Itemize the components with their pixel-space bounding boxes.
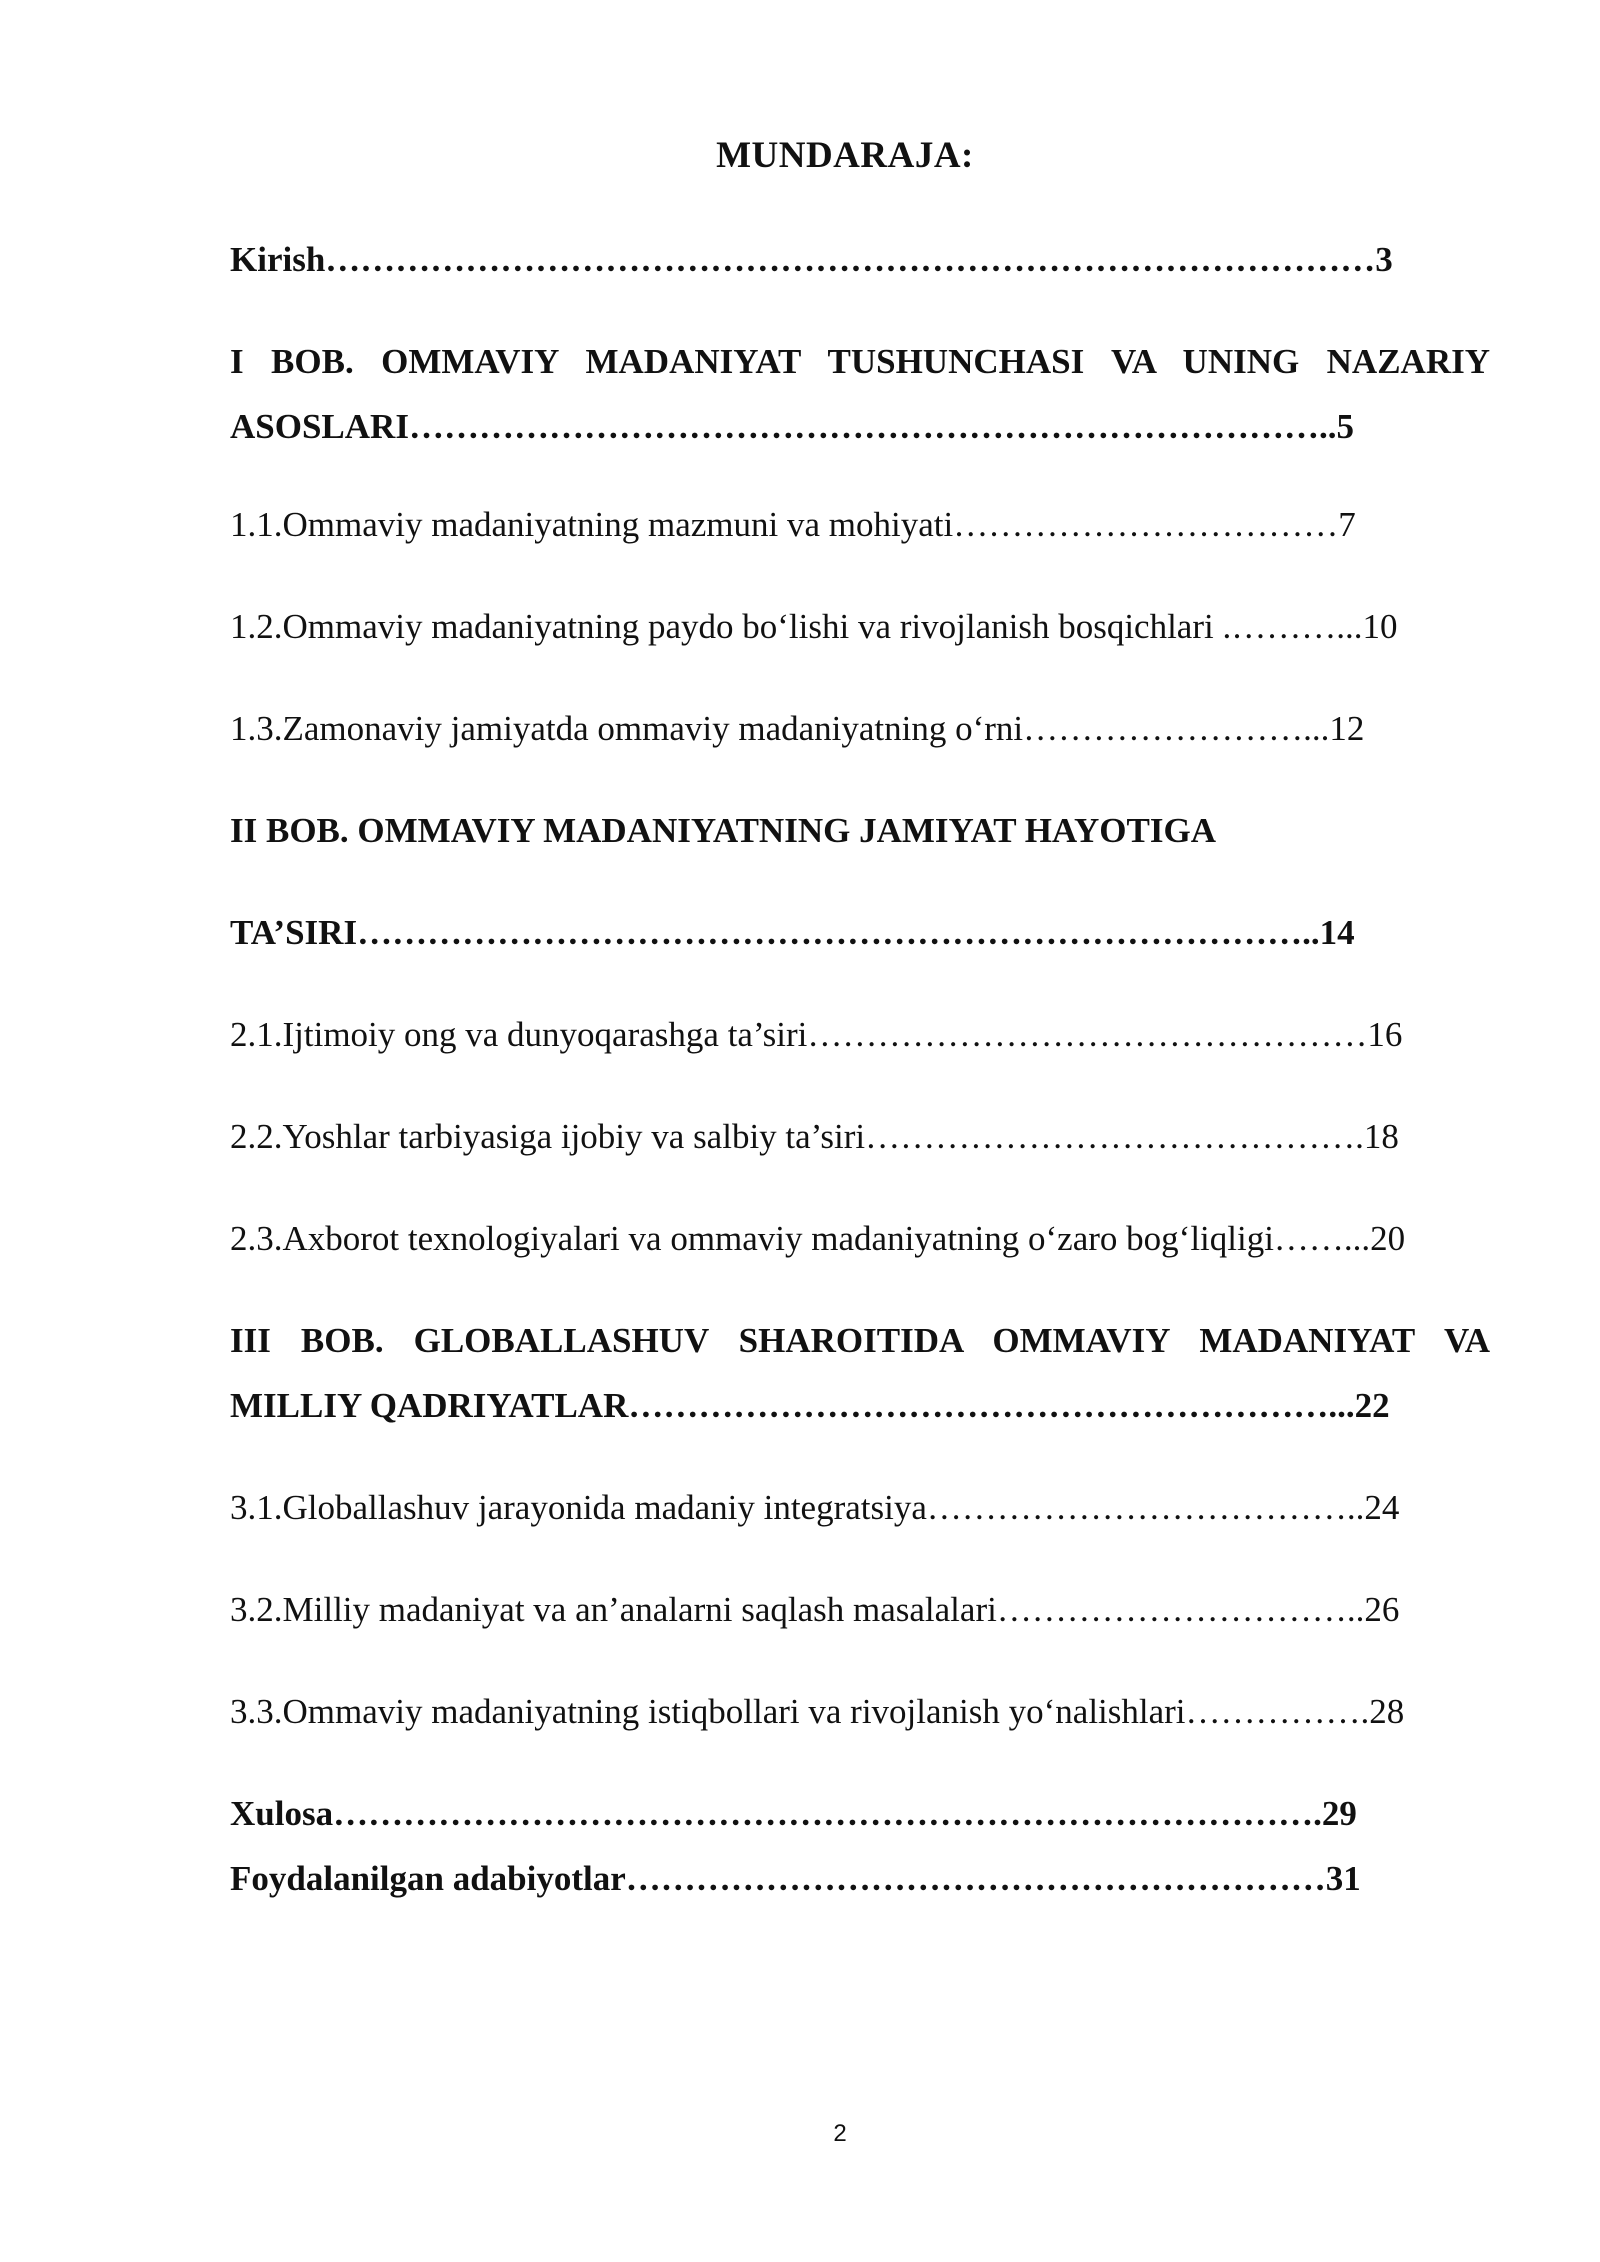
toc-entry-kirish: Kirish………………………………………………………………………………3	[230, 240, 1393, 279]
toc-entry-1-3: 1.3.Zamonaviy jamiyatda ommaviy madaniyatning o‘rni……………………...12	[230, 709, 1365, 748]
toc-entry-xulosa: Xulosa………………………………………………………………………….29	[230, 1794, 1357, 1833]
toc-entry-3-3: 3.3.Ommaviy madaniyatning istiqbollari va rivojlanish yo‘nalishlari…………….28	[230, 1692, 1405, 1731]
toc-entry-2-3: 2.3.Axborot texnologiyalari va ommaviy madaniyatning o‘zaro bog‘liqligi……...20	[230, 1219, 1406, 1258]
toc-entry-1-2: 1.2.Ommaviy madaniyatning paydo bo‘lishi va rivojlanish bosqichlari .………...10	[230, 607, 1398, 646]
toc-entry-1-1: 1.1.Ommaviy madaniyatning mazmuni va mohiyati……………………………7	[230, 505, 1356, 544]
toc-entry-chapter-3-line-1: III BOB. GLOBALLASHUV SHAROITIDA OMMAVIY MADANIYAT VA	[230, 1321, 1490, 1360]
toc-entry-3-2: 3.2.Milliy madaniyat va an’analarni saqlash masalalari…………………………..26	[230, 1590, 1400, 1629]
toc-entry-chapter-2-line-2: TA’SIRI………………………………………………………………………..14	[230, 913, 1355, 952]
toc-entry-chapter-1-line-1: I BOB. OMMAVIY MADANIYAT TUSHUNCHASI VA UNING NAZARIY	[230, 342, 1490, 381]
toc-entry-chapter-3-line-2: MILLIY QADRIYATLAR……………………………………………………...22	[230, 1386, 1390, 1425]
page-number: 2	[833, 2120, 847, 2147]
toc-entry-chapter-2-line-1: II BOB. OMMAVIY MADANIYATNING JAMIYAT HAYOTIGA	[230, 811, 1216, 850]
toc-entry-2-2: 2.2.Yoshlar tarbiyasiga ijobiy va salbiy ta’siri…………………………………….18	[230, 1117, 1399, 1156]
toc-entry-adabiyotlar: Foydalanilgan adabiyotlar……………………………………………………31	[230, 1859, 1361, 1898]
toc-entry-3-1: 3.1.Globallashuv jarayonida madaniy integratsiya………………………………..24	[230, 1488, 1400, 1527]
toc-title: MUNDARAJA:	[716, 135, 974, 176]
toc-entry-chapter-1-line-2: ASOSLARI……………………………………………………………………..5	[230, 407, 1354, 446]
toc-entry-2-1: 2.1.Ijtimoiy ong va dunyoqarashga ta’siri…………………………………………16	[230, 1015, 1403, 1054]
